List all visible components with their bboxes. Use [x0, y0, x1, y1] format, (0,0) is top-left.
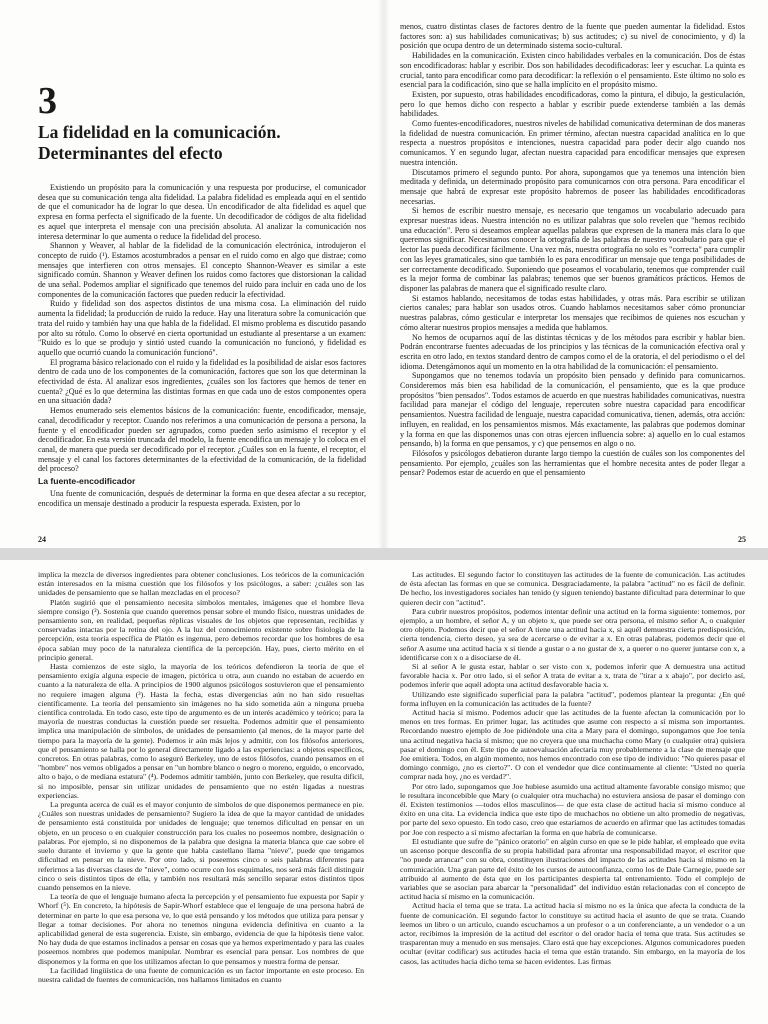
paragraph: Utilizando este significado superficial para la palabra "actitud", podemos plantear la pregunta: ¿En qué forma influyen en la comunicación las actitudes de la fuente? — [400, 689, 745, 708]
page-26-text — [38, 570, 364, 984]
page-25-text — [400, 22, 745, 478]
paragraph: Supongamos que no tenemos todavía un propósito bien pensado y definido para comunicarnos. Consideremos más bien esa habilidad de la comunicación, el pensamiento, que es la que produce propósitos "bien pensados". Todos estamos de acuerdo en que nuestras habilidades comunicativas, nuestra facilidad para manejar el código del lenguaje, repercuten sobre nuestra capacidad para encodificar pensamientos. Nuestra facilidad de lenguaje, nuestra capacidad comunicativa, tienen, además, otra acción: influyen, en realidad, en los pensamientos mismos. Más exactamente, las palabras que podemos dominar y la forma en que las disponemos unas con otras ejercen influencia sobre: a) aquello en lo cual estamos pensando, b) la forma en que pensamos, y c) que pensemos en algo o no. — [400, 371, 745, 449]
paragraph: Como fuentes-encodificadores, nuestros niveles de habilidad comunicativa determinan de dos maneras la fidelidad de nuestra comunicación. En primer término, afectan nuestra capacidad analítica en lo que respecta a nuestros propósitos e intenciones, nuestra capacidad para poder decir algo cuando nos comunicamos. Y en segundo lugar, afectan nuestra capacidad para encodificar mensajes que expresen nuestra intención. — [400, 119, 745, 167]
page-number: 25 — [738, 535, 746, 544]
paragraph: Existiendo un propósito para la comunicación y una respuesta por producirse, el comunicador desea que su comunicación tenga alta fidelidad. La palabra fidelidad es empleada aquí en el sentido de que el comunicador ha de lograr lo que desea. Un encodificador de alta fidelidad es aquel que expresa en forma perfecta el significado de la fuente. Un decodificador de códigos de alta fidelidad es aquel que interpreta el mensaje con una precisión absoluta. Al analizar la comunicación nos interesa determinar lo que aumenta o reduce la fidelidad del proceso. — [38, 183, 366, 241]
page-24-text — [38, 183, 366, 509]
paragraph: Actitud hacia sí mismo. Podemos aducir que las actitudes de la fuente afectan la comunicación por lo menos en tres formas. En primer lugar, las actitudes que asume con respecto a sí misma son importantes. Recordando nuestro ejemplo de Joe pidiéndole una cita a Mary para el domingo, supongamos que Joe tenía una actitud negativa hacia sí mismo; que no creyera que una muchacha como Mary (o cualquier otra) quisiera pasar el domingo con él. Este tipo de autoevaluación afectaría muy probablemente a la clase de mensaje que Joe emitiera. Todos, en algún momento, nos hemos encontrado con ese tipo de individuo: "No quieres pasar el domingo conmigo, ¿no es cierto?". O con el vendedor que dice continuamente al cliente: "Usted no quería comprar nada hoy, ¿no es verdad?". — [400, 708, 745, 782]
chapter-number: 3 — [38, 80, 57, 122]
paragraph: Actitud hacia el tema que se trata. La actitud hacia sí mismo no es la única que afecta la conducta de la fuente de comunicación. El segundo factor lo constituye su actitud hacia el asunto de que se trata. Cuando leemos un libro o un artículo, cuando escuchamos a un profesor o a un conferenciante, a un vendedor o a un actor, recibimos la impresión de la actitud del escritor o del orador hacia el tema que trata. Sus actitudes se trasparentan muy a menudo en sus mensajes. Claro está que hay excepciones. Algunos comunicadores pueden ocultar (evitar codificar) sus actitudes hacia el tema que están tratando. Sin embargo, en la mayoría de los casos, las actitudes hacia dicho tema se hacen evidentes. Las firmas — [400, 901, 745, 966]
paragraph: menos, cuatro distintas clases de factores dentro de la fuente que pueden aumentar la fidelidad. Estos factores son: a) sus habilidades comunicativas; b) sus actitudes; c) su nivel de conocimiento, y d) la posición que ocupa dentro de un determinado sistema socio-cultural. — [400, 22, 745, 51]
paragraph: La teoría de que el lenguaje humano afecta la percepción y el pensamiento fue expuesta por Sapir y Whorf (⁵). En concreto, la hipótesis de Sapir-Whorf establece que el lenguaje de una persona habrá de determinar en parte lo que esa persona ve, lo que está pensando y los métodos que utiliza para pensar y llegar a tomar decisiones. Por ahora no tenemos ninguna evidencia definitiva en cuanto a la aplicabilidad general de esta sugerencia. Existe, sin embargo, evidencia de que la hipótesis tiene valor. No hay duda de que estamos inclinados a pensar en cosas que ya hemos experimentado y para las cuales poseemos nombres que podemos manipular. Nombrar es esencial para pensar. Los nombres de que disponemos y la forma en que los utilizamos afectan lo que pensamos y nuestra forma de pensar. — [38, 892, 364, 966]
paragraph: El programa básico relacionado con el ruido y la fidelidad es la posibilidad de aislar esos factores dentro de cada uno de los componentes de la comunicación, factores que son los que determinan la efectividad de ésta. Al analizar esos ingredientes, ¿cuáles son los factores que hemos de tener en cuenta? ¿Qué es lo que determina las distintas formas en que cada uno de estos componentes opera en una situación dada? — [38, 357, 366, 406]
section-heading: La fuente-encodificador — [38, 476, 136, 487]
page-fold-shadow — [384, 0, 390, 548]
paragraph: Filósofos y psicólogos debatieron durante largo tiempo la cuestión de cuáles son los componentes del pensamiento. Por ejemplo, ¿cuáles son las herramientas que el hombre necesita antes de poder llegar a pensar? Podemos estar de acuerdo en que el pensamiento — [400, 448, 745, 478]
page-26 — [0, 560, 384, 1024]
page-25 — [384, 0, 768, 548]
page-24 — [0, 0, 384, 548]
paragraph: Ruido y fidelidad son dos aspectos distintos de una misma cosa. La eliminación del ruido aumenta la fidelidad; la producción de ruido la reduce. Hay una literatura sobre la comunicación que trata del ruido y también hay una que habla de la fidelidad. El mismo problema es discutido pasando por alto su rótulo. Como lo observé en cierta oportunidad un estudiante al presentarse a un examen: "Ruido es lo que se produjo y sintió usted cuando la comunicación no funcionó, y fidelidad es aquello que ocurrió cuando la comunicación funcionó". — [38, 299, 366, 357]
page-number: 24 — [38, 535, 46, 544]
paragraph: La facilidad lingüística de una fuente de comunicación es un factor importante en este proceso. En nuestra calidad de fuentes de comunicación, nos hallamos limitados en cuanto — [38, 965, 364, 984]
chapter-title-line-2: Determinantes del efecto — [38, 143, 223, 163]
paragraph: Habilidades en la comunicación. Existen cinco habilidades verbales en la comunicación. Dos de éstas son encodificadoras: hablar y escribir. Dos son habilidades decodificadoras: leer y escuchar. La quinta es crucial, tanto para encodificar como para decodificar: la reflexión o el pensamiento. Este último no solo es esencial para la codificación, sino que se halla implícito en el propósito mismo. — [400, 51, 745, 90]
paragraph: Si estamos hablando, necesitamos de todas estas habilidades, y otras más. Para escribir se utilizan ciertos canales; para hablar son usados otros. Cuando hablamos necesitamos saber cómo pronunciar nuestras palabras, cómo gesticular e interpretar los mensajes que recibimos de quienes nos escuchan y cómo alterar nuestros propios mensajes a medida que hablamos. — [400, 293, 745, 332]
paragraph: Las actitudes. El segundo factor lo constituyen las actitudes de la fuente de comunicación. Las actitudes de ésta afectan las formas en que se comunica. Desgraciadamente, la palabra "actitud" no es fácil de definir. De hecho, los investigadores sociales han tenido (y siguen teniendo) bastante dificultad para determinar lo que quieren decir con "actitud". — [400, 570, 745, 607]
paragraph: Para cubrir nuestros propósitos, podemos intentar definir una actitud en la forma siguiente: tomemos, por ejemplo, a un hombre, el señor A, y un objeto x, que puede ser otra persona, el mismo señor A, o cualquier otro objeto. Podemos decir que el señor A tiene una actitud hacia x, si aquél demuestra cierta predisposición, cierta tendencia, cierto deseo, ya sea de acercarse o de evitar a x. En otras palabras, podemos decir que el señor A asume una actitud hacia x si tiende a gustar o a no gustar de x, a querer o no querer juntarse con x, a identificarse con x o a disociarse de él. — [400, 606, 745, 662]
paragraph: Hasta comienzos de este siglo, la mayoría de los teóricos defendieron la teoría de que el pensamiento exigía alguna especie de imagen, pictórica u otra, aun cuando no estaban de acuerdo en cuanto a la naturaleza de ella. A principios de 1900 algunos psicólogos sostuvieron que el pensamiento no requiere imagen alguna (³). Hasta la fecha, estas divergencias aún no han sido resueltas científicamente. La teoría del pensamiento sin imágenes no ha sido sometida aún a ninguna prueba científica controlada. En todo caso, este tipo de argumento es de un interés académico y teórico; para la mayoría de nuestras conductas la cuestión puede ser resuelta. Podemos admitir que el pensamiento implica una manipulación de símbolos, de unidades de pensamiento (al menos, de la mayor parte del tiempo para la mayoría de la gente). Podemos ir aún más lejos y admitir, con los filósofos anteriores, que el pensamiento se halla por lo general directamente ligado a las experiencias: a objetos específicos, concretos. En otras palabras, como lo aseguró Berkeley, uno de estos filósofos, cuando pensamos en el "hombre" nos vemos obligados a pensar en "un hombre blanco o negro o moreno, erguido, o encorvado, alto o bajo, o de mediana estatura" (⁴). Podemos admitir también, junto con Berkeley, que resulta difícil, si no imposible, pensar sin utilizar unidades de pensamiento que no estén ligadas a nuestras experiencias. — [38, 662, 364, 800]
chapter-title-line-1: La fidelidad en la comunicación. — [38, 122, 281, 142]
paragraph: Si al señor A le gusta estar, hablar o ser visto con x, podemos inferir que A demuestra una actitud favorable hacia x. Por otro lado, si el señor A trata de evitar a x, trata de "tirar a x abajo", por decirlo así, podemos inferir que aquél adopta una actitud desfavorable hacia x. — [400, 662, 745, 690]
paragraph: implica la mezcla de diversos ingredientes para obtener conclusiones. Los teóricos de la comunicación están interesados en la misma cuestión que los filósofos y los psicólogos, a saber: ¿cuáles son las unidades de pensamiento que se hallan mezcladas en el proceso? — [38, 570, 364, 598]
paragraph: El estudiante que sufre de "pánico oratorio" en algún curso en que se le pide hablar, el empleado que evita un ascenso porque desconfía de su propia habilidad para afrontar una responsabilidad mayor, el escritor que "no puede arrancar" con su obra, constituyen ilustraciones del impacto de las actitudes hacia sí mismo en la comunicación. Una gran parte del éxito de los cursos de autoconfianza, como los de Dale Carnegie, puede ser atribuido al aumento de ésta que en los participantes despierta tal entrenamiento. Todo el complejo de variables que se asocian para abarcar la "personalidad" del individuo están relacionadas con el concepto de actitud hacia sí mismo en la comunicación. — [400, 836, 745, 902]
paragraph: Por otro lado, supongamos que Joe hubiese asumido una actitud altamente favorable consigo mismo; que le resultara inconcebible que Mary (o cualquier otra muchacha) no estuviera ansiosa de pasar el domingo con él. Existen testimonios —todos ellos masculinos— de que esta clase de actitud hacia sí mismo conduce al éxito en una cita. La evidencia indica que este tipo de muchachos no obtiene un alto promedio de negativas, por parte del sexo opuesto. En todo caso, creo que estaríamos de acuerdo en afirmar que las actitudes tomadas por Joe con respecto a sí mismo afectarían la forma en que habría de comunicarse. — [400, 781, 745, 837]
paragraph: Hemos enumerado seis elementos básicos de la comunicación: fuente, encodificador, mensaje, canal, decodificador y receptor. Cuando nos referimos a una comunicación de persona a persona, la fuente y el encodificador pueden ser agrupados, como pueden serlo asimismo el receptor y el decodificador. En esta versión truncada del modelo, la fuente encodifica un mensaje y lo coloca en el canal, de manera que pueda ser decodificado por el receptor. ¿Cuáles son en la fuente, el receptor, el mensaje y el canal los factores determinantes de la efectividad de la comunicación, de la fidelidad del proceso? — [38, 406, 366, 474]
paragraph: Shannon y Weaver, al hablar de la fidelidad de la comunicación electrónica, introdujeron el concepto de ruido (¹). Estamos acostumbrados a pensar en el ruido como en algo que distrae; como mensajes que interfieren con otros mensajes. El concepto Shannon-Weaver es similar a este significado común. Shannon y Weaver definen los ruidos como factores que distorsionan la calidad de una señal. Podemos ampliar el significado que tenemos del ruido para incluir en cada uno de los componentes de la comunicación factores que pueden reducir la efectividad. — [38, 241, 366, 299]
page-27-text — [400, 570, 745, 966]
paragraph: Platón sugirió que el pensamiento necesita símbolos mentales, imágenes que el hombre lleva siempre consigo (²). Sostenía que cuando queremos pensar sobre el mundo físico, nuestras unidades de pensamiento son, en realidad, pequeñas réplicas visuales de los objetos que representan, recibidas y conservadas intactas por la retina del ojo. A la luz del conocimiento existente sobre fisiología de la percepción, esta teoría específica de Platón es ingenua, pero debemos recordar que los hombres de esa época sabían muy poco de la naturaleza científica de la percepción. Hay, pues, cierto mérito en el principio general. — [38, 597, 364, 662]
paragraph: Existen, por supuesto, otras habilidades encodificadoras, como la pintura, el dibujo, la gesticulación, pero lo que hemos dicho con respecto a hablar y escribir puede extenderse también a las demás habilidades. — [400, 89, 745, 119]
paragraph: Una fuente de comunicación, después de determinar la forma en que desea afectar a su receptor, encodifica un mensaje destinado a producir la respuesta esperada. Existen, por lo — [38, 489, 366, 508]
paragraph: Discutamos primero el segundo punto. Por ahora, supongamos que ya tenemos una intención bien meditada y definida, un determinado propósito para comunicarnos con otra persona. Para encodificar el mensaje que habrá de expresar este propósito habremos de poseer las habilidades encodificadoras necesarias. — [400, 167, 745, 206]
chapter-title — [38, 122, 358, 164]
paragraph: Si hemos de escribir nuestro mensaje, es necesario que tengamos un vocabulario adecuado para expresar nuestras ideas. Nuestra intención no es utilizar palabras que solo revelen que "hemos recibido una educación". Pero si deseamos emplear aquellas palabras que expresen de la manera más clara lo que queremos significar. Necesitamos conocer la ortografía de las palabras de nuestro vocabulario para que el lector las pueda decodificar fácilmente. Una vez más, nuestra ortografía no solo es "correcta" para cumplir con las leyes gramaticales, sino que también lo es para encodificar un mensaje que tenga posibilidades de ser correctamente decodificado. Suponiendo que poseamos el vocabulario, tenemos que comprender cuál es la mejor forma de combinar las palabras; tenemos que ser buenos gramáticos prácticos. Hemos de disponer las palabras de manera que el significado resulte claro. — [400, 206, 745, 293]
paragraph: La pregunta acerca de cuál es el mayor conjunto de símbolos de que disponemos permanece en pie. ¿Cuáles son nuestras unidades de pensamiento? Sugiero la idea de que la mayor cantidad de unidades de pensamiento está constituida por unidades de lenguaje; que tenemos dificultad en pensar en un objeto, en un proceso o en cualquier construcción para los cuales no poseemos nombre, designación o palabras. Por ejemplo, si no disponemos de la palabra que designa la materia blanca que cae sobre el suelo durante el invierno y que la gente que habla castellano llama "nieve", puede que tengamos dificultad en pensar en la nieve. Por otro lado, si poseemos cinco o seis palabras diferentes para referirnos a las diversas clases de "nieve", como ocurre con los esquimales, nos será más fácil distinguir cinco o seis distintos tipos de ella, y también nos resultará más sencillo separar estos distintos tipos cuando pensemos en la nieve. — [38, 800, 364, 892]
page-27 — [384, 560, 768, 1024]
paragraph: No hemos de ocuparnos aquí de las distintas técnicas y de los métodos para escribir y hablar bien. Podrán encontrarse fuentes adecuadas de los principios y las técnicas de la comunicación efectiva oral y escrita en otro lado, en textos standard dentro de campos como el de la oratoria, el del periodismo o el del idioma. Detengámonos aquí un momento en la otra habilidad de la comunicación: el pensamiento. — [400, 332, 745, 371]
